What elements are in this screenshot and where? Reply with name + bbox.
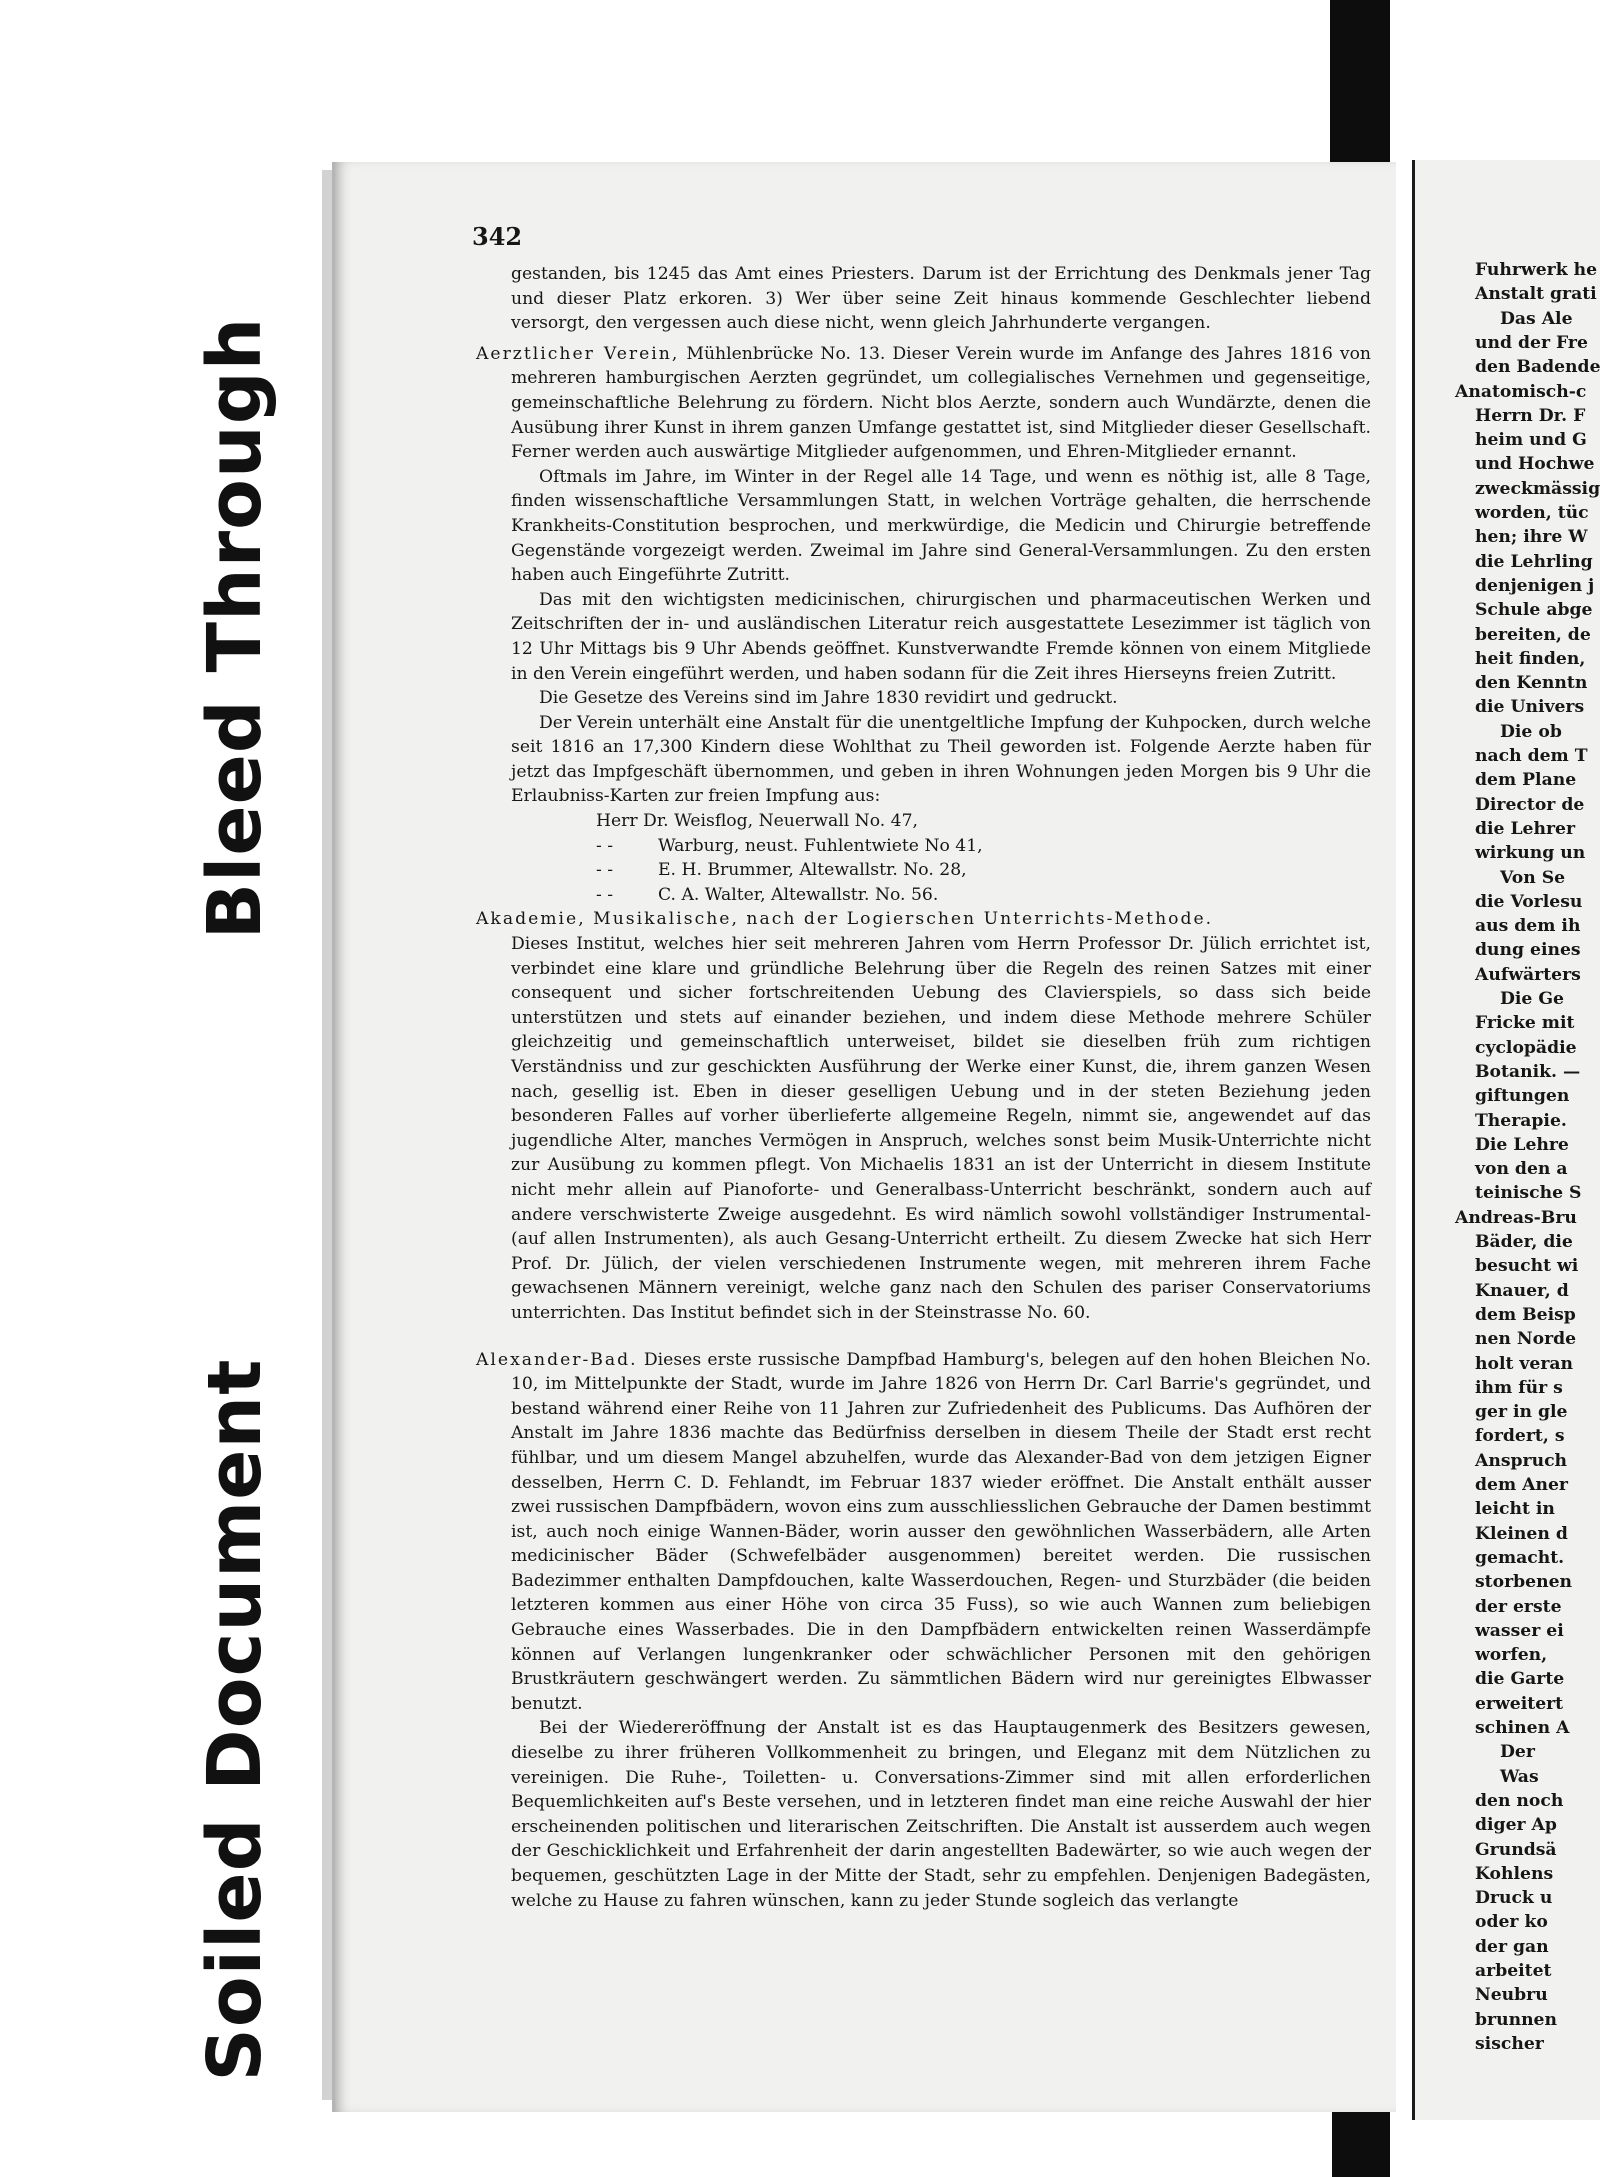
paragraph-lesezimmer: Das mit den wichtigsten medicinischen, chirurgischen und pharmaceutischen Werken und Zeitschriften der in- und ausländischen Literatur reich ausgestattete Lesezimmer ist täglich von 12 Uhr Mittags bis 9 Uhr Abends geöffnet. Kunstverwandte Fremde können von einem Mitgliede in den Verein eingeführt werden, und haben sodann für die Zeit ihres Hierseyns freien Zutritt.	[511, 589, 1371, 684]
right-page-line: Der	[1500, 1742, 1535, 1763]
paragraph-gesetze: Die Gesetze des Vereins sind im Jahre 1830 revidirt und gedruckt.	[539, 688, 1118, 709]
right-page-line: und Hochwe	[1475, 454, 1595, 475]
right-page-line: Herrn Dr. F	[1475, 405, 1586, 426]
physician-list-item: - - E. H. Brummer, Altewallstr. No. 28,	[596, 860, 967, 881]
right-page-line: giftungen	[1475, 1086, 1570, 1107]
right-page-line: die Vorlesu	[1475, 891, 1583, 912]
right-page-line: den Kenntn	[1475, 673, 1588, 694]
page-text-column	[476, 262, 1371, 1913]
right-page-line: cyclopädie	[1475, 1037, 1577, 1058]
right-page-line: Druck u	[1475, 1888, 1553, 1909]
right-page-line: Anatomisch-c	[1455, 381, 1587, 402]
right-page-line: Kohlens	[1475, 1863, 1554, 1884]
right-page-line: worfen,	[1475, 1645, 1548, 1666]
right-page-line: nen Norde	[1475, 1329, 1577, 1350]
entry-headword: Akademie, Musikalische, nach der Logierschen Unterrichts-Methode.	[476, 909, 1214, 930]
right-page-line: die Lehrling	[1475, 551, 1593, 572]
right-page-line: aus dem ih	[1475, 916, 1581, 937]
right-page-line: Knauer, d	[1475, 1280, 1569, 1301]
paragraph-versammlungen: Oftmals im Jahre, im Winter in der Regel alle 14 Tage, und wenn es nöthig ist, alle 8 Tage, finden wissenschaftliche Versammlungen Statt, in welchen Vorträge gehalten, die herrschende Krankheits-Constitution besprochen, und merkwürdige, die Medicin und Chirurgie betreffende Gegenstände vorgezeigt werden. Zweimal im Jahre sind General-Versammlungen. Zu den ersten haben auch Eingeführte Zutritt.	[511, 466, 1371, 586]
right-page-line: Andreas-Bru	[1455, 1207, 1577, 1228]
right-page-line: hen; ihre W	[1475, 527, 1588, 548]
entry-akademie-headline	[476, 907, 1371, 932]
physician-list-item: Herr Dr. Weisflog, Neuerwall No. 47,	[596, 811, 919, 832]
right-page-line: arbeitet	[1475, 1961, 1552, 1981]
right-page-line: und der Fre	[1475, 332, 1588, 353]
right-page-line: Neubru	[1475, 1985, 1548, 2006]
right-page-line: teinische S	[1475, 1183, 1582, 1204]
right-page-line: Aufwärters	[1475, 964, 1581, 985]
right-page-line: schinen A	[1475, 1718, 1570, 1738]
right-page-line: Die ob	[1500, 721, 1562, 742]
right-page-line: Das Ale	[1500, 308, 1573, 329]
right-page-line: heit finden,	[1475, 648, 1586, 669]
right-page-line: heim und G	[1475, 430, 1587, 451]
right-page-line: nach dem T	[1475, 746, 1588, 766]
right-page-line: Die Ge	[1500, 989, 1564, 1009]
physician-list-item: - - Warburg, neust. Fuhlentwiete No 41,	[596, 835, 983, 856]
paragraph-wiedereroeffnung: Bei der Wiedereröffnung der Anstalt ist es das Hauptaugenmerk des Besitzers gewesen, dieselbe zu ihrer früheren Vollkommenheit zu bringen, und Eleganz mit dem Nützlichen zu vereinigen. Die Ruhe-, Toiletten- u. Conversations-Zimmer sind mit allen erforderlichen Bequemlichkeiten auf's Beste versehen, und in letzteren findet man eine reiche Auswahl der hier erscheinenden politischen und literarischen Zeitschriften. Die Anstalt ist ausserdem auch wegen der Geschicklichkeit und Erfahrenheit der darin angestellten Badewärter, so wie auch wegen der bequemen, geschützten Lage in der Mitte der Stadt, sehr zu empfehlen. Denjenigen Badegästen, welche zu Hause zu fahren wünschen, kann zu jeder Stunde sogleich das verlangte	[511, 1718, 1371, 1911]
entry-aerztlicher-verein	[476, 342, 1371, 465]
right-page-line: Bäder, die	[1475, 1232, 1573, 1252]
stacked-page-edge	[322, 170, 332, 2100]
right-page-line: dem Aner	[1475, 1475, 1568, 1495]
right-page-line: holt veran	[1475, 1353, 1574, 1374]
right-page-line: dem Plane	[1475, 770, 1577, 791]
book-page-right	[1412, 160, 1600, 2120]
right-page-line: von den a	[1475, 1159, 1568, 1180]
right-page-line: worden, tüc	[1475, 503, 1589, 523]
physician-list	[476, 809, 1371, 907]
right-page-line: dem Beisp	[1475, 1304, 1576, 1325]
right-page-line: der gan	[1475, 1936, 1549, 1957]
right-page-line: brunnen	[1475, 2009, 1557, 2030]
right-page-line: gemacht.	[1475, 1547, 1565, 1568]
right-page-line: Fuhrwerk he	[1475, 260, 1598, 280]
right-page-line: erweitert	[1475, 1693, 1564, 1714]
entry-headword: Aerztlicher Verein,	[476, 343, 680, 364]
right-page-line: sischer	[1475, 2033, 1544, 2054]
right-page-line: den noch	[1475, 1790, 1564, 1811]
entry-alexander-bad	[476, 1348, 1371, 1717]
right-page-line: Was	[1500, 1766, 1539, 1787]
right-page-line: leicht in	[1475, 1499, 1555, 1520]
physician-list-item: - - C. A. Walter, Altewallstr. No. 56.	[596, 884, 939, 905]
right-page-line: denjenigen j	[1475, 575, 1595, 596]
entry-akademie-text: Dieses Institut, welches hier seit mehreren Jahren vom Herrn Professor Dr. Jülich errichtet ist, verbindet eine klare und gründliche Belehrung über die Regeln des reinen Satzes mit einer consequent und sicher fortschreitenden Uebung des Clavierspiels, so dass sich beide unterstützen und stets auf einander beziehen, und indem diese Methode mehrere Schüler gleichzeitig und gemeinschaftlich unterweiset, bildet sie dieselben früh zum richtigen Verständniss und zur geschickten Ausführung der Werke einer Kunst, die, ihrem ganzen Wesen nach, gesellig ist. Eben in dieser geselligen Uebung und in der steten Beziehung jeden besonderen Falles auf vorher überlieferte allgemeine Regeln, nimmt sie, angewendet auf das jugendliche Alter, manches Vermögen in Anspruch, welches sonst beim Musik-Unterrichte nicht zur Ausübung zu kommen pflegt. Von Michaelis 1831 an ist der Unterricht in diesem Institute nicht mehr allein auf Pianoforte- und Generalbass-Unterricht beschränkt, sondern auch auf andere verschwisterte Zweige ausgedehnt. Es wird nämlich sowohl vollständiger Instrumental- (auf allen Instrumenten), als auch Gesang-Unterricht ertheilt. Zu diesem Zwecke hat sich Herr Prof. Dr. Jülich, der vielen verschiedenen Instrumente wegen, mit mehreren ihrem Fache gewachsenen Männern vereinigt, welche ganz nach den Schulen des pariser Conservatoriums unterrichten. Das Institut befindet sich in der Steinstrasse No. 60.	[511, 934, 1371, 1323]
right-page-line: den Badende	[1475, 357, 1600, 378]
right-page-line: die Lehrer	[1475, 818, 1576, 839]
entry-text: Dieses erste russische Dampfbad Hamburg's, belegen auf den hohen Bleichen No. 10, im Mittelpunkte der Stadt, wurde im Jahre 1826 von Herrn Dr. Carl Barrie's gegründet, und bestand während einer Reihe von 11 Jahren zur Zufriedenheit des Publicums. Das Aufhören der Anstalt im Jahre 1836 machte das Bedürfniss derselben in diesem Theile der Stadt erst recht fühlbar, und um diesem Mangel abzuhelfen, wurde das Alexander-Bad von dem jetzigen Eigner desselben, Herrn C. D. Fehlandt, im Februar 1837 wieder eröffnet. Die Anstalt enthält ausser zwei russischen Dampfbädern, wovon eins zum ausschliesslichen Gebrauche der Damen bestimmt ist, auch noch einige Wannen-Bäder, worin ausser den gewöhnlichen Wasserbädern, alle Arten medicinischer Bäder (Schwefelbäder ausgenommen) bereitet werden. Die russischen Badezimmer enthalten Dampfdouchen, kalte Wasserdouchen, Regen- und Sturzbäder (die beiden letzteren kommen aus einer Höhe von circa 35 Fuss), so wie auch Wannen zum beliebigen Gebrauche eines Wasserbades. Die in den Dampfbädern entwickelten reinen Wasserdämpfe können auf Verlangen lungenkranker oder schwächlicher Personen mit den gehörigen Brustkräutern geschwängert werden. Zu sämmtlichen Bädern wird nur gereinigtes Elbwasser benutzt.	[511, 1349, 1371, 1714]
right-page-line: Grundsä	[1475, 1839, 1557, 1860]
right-page-line: die Garte	[1475, 1669, 1565, 1690]
right-page-line: diger Ap	[1475, 1815, 1557, 1836]
right-page-line: oder ko	[1475, 1912, 1548, 1933]
bleed-through-label: Bleed Through	[192, 316, 278, 940]
right-page-line: storbenen	[1475, 1572, 1573, 1593]
paragraph-continuation: gestanden, bis 1245 das Amt eines Priesters. Darum ist der Errichtung des Denkmals jener Tag und dieser Platz erkoren. 3) Wer über seine Zeit hinaus kommende Geschlechter liebend versorgt, den vergessen auch diese nicht, wenn gleich Jahrhunderte vergangen.	[511, 264, 1371, 334]
page-number: 342	[472, 222, 523, 251]
right-page-line: wirkung un	[1475, 843, 1586, 864]
right-page-line: bereiten, de	[1475, 624, 1591, 645]
right-page-line: Director de	[1475, 794, 1585, 815]
right-page-line: Kleinen d	[1475, 1523, 1568, 1544]
right-page-line: Von Se	[1500, 867, 1566, 888]
right-page-line: Die Lehre	[1475, 1134, 1569, 1155]
right-page-line: Fricke mit	[1475, 1013, 1575, 1034]
right-page-line: zweckmässig	[1475, 478, 1600, 499]
right-page-line: die Univers	[1475, 697, 1585, 718]
right-page-line: Anstalt grati	[1475, 284, 1597, 305]
right-page-line: Botanik. —	[1475, 1061, 1581, 1082]
paragraph-impfung: Der Verein unterhält eine Anstalt für die unentgeltliche Impfung der Kuhpocken, durch welche seit 1816 an 17,300 Kindern diese Wohlthat zu Theil geworden ist. Folgende Aerzte haben für jetzt das Impfgeschäft übernommen, und geben in ihren Wohnungen jeden Morgen bis 9 Uhr die Erlaubniss-Karten zur freien Impfung aus:	[511, 712, 1371, 807]
spine-shadow-bottom	[1332, 2112, 1390, 2177]
right-page-line: der erste	[1475, 1596, 1562, 1617]
entry-text: Mühlenbrücke No. 13. Dieser Verein wurde im Anfange des Jahres 1816 von mehreren hamburgischen Aerzten gegründet, um collegialisches Vernehmen und gegenseitige, gemeinschaftliche Belehrung zu fördern. Nicht blos Aerzte, sondern auch Wundärzte, denen die Ausübung ihrer Kunst in ihrem ganzen Umfange gestattet ist, sind Mitglieder dieser Gesellschaft. Ferner werden auch auswärtige Mitglieder aufgenommen, und Ehren-Mitglieder ernannt.	[511, 343, 1372, 463]
right-page-line: fordert, s	[1475, 1426, 1565, 1447]
right-page-line: ihm für s	[1475, 1377, 1563, 1398]
right-page-line: ger in gle	[1475, 1402, 1568, 1423]
spine-shadow-top	[1330, 0, 1390, 162]
right-page-line: dung eines	[1475, 940, 1581, 961]
right-page-line: besucht wi	[1475, 1256, 1579, 1277]
entry-headword: Alexander-Bad.	[476, 1349, 638, 1370]
right-page-line: Schule abge	[1475, 600, 1593, 621]
soiled-document-label: Soiled Document	[192, 1358, 278, 2082]
right-page-line: Anspruch	[1475, 1450, 1568, 1471]
right-page-line: wasser ei	[1475, 1620, 1564, 1641]
right-page-line: Therapie.	[1475, 1110, 1567, 1131]
